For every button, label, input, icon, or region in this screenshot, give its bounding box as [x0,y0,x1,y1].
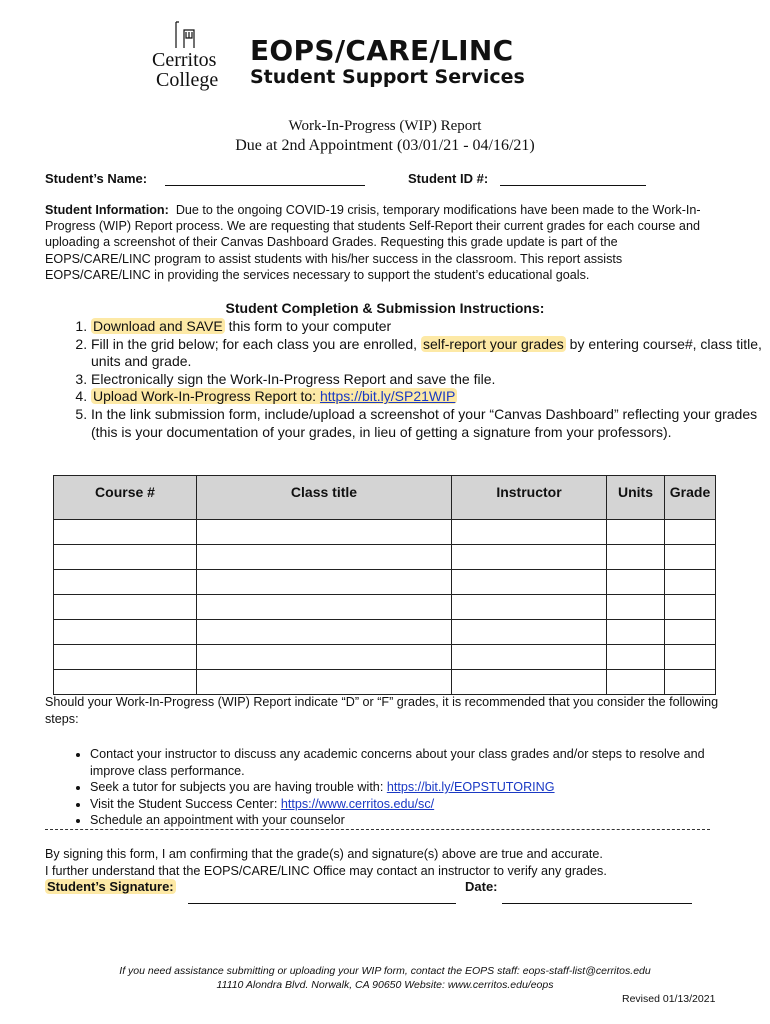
success-center-link[interactable]: https://www.cerritos.edu/sc/ [280,796,435,811]
date-label: Date: [465,879,498,894]
advice-item-success-center [90,796,750,813]
table-cell[interactable] [54,570,197,595]
instruction-step-2-text-end: by entering course#, class title, units and grade. [91,335,762,370]
instruction-step-4 [91,388,770,406]
revised-date: Revised 01/13/2021 [622,993,716,1005]
table-cell[interactable] [197,645,452,670]
table-cell[interactable] [665,520,716,545]
table-cell[interactable] [607,595,665,620]
table-cell[interactable] [665,570,716,595]
header-grade: Grade [665,476,716,520]
instructions-list [45,318,770,441]
table-cell[interactable] [197,520,452,545]
header-instructor: Instructor [452,476,607,520]
signature-statement [45,846,725,879]
highlight-download-save: Download and SAVE [93,318,223,334]
instruction-step-3: 3. Electronically sign the Work-In-Progress Report and save the file. [91,371,770,389]
footer-line2: 11110 Alondra Blvd. Norwalk, CA 90650 Website: www.cerritos.edu/eops [216,979,554,991]
student-id-label: Student ID #: [408,171,489,186]
table-cell[interactable] [452,620,607,645]
tower-icon [172,20,198,50]
signature-field[interactable] [188,902,456,904]
table-cell[interactable] [452,670,607,695]
logo-text-college: College [156,69,219,91]
table-cell[interactable] [607,545,665,570]
program-title: EOPS/CARE/LINC [250,34,514,67]
table-cell[interactable] [665,545,716,570]
table-cell[interactable] [54,545,197,570]
table-row [54,645,716,670]
table-cell[interactable] [607,645,665,670]
header-course: Course # [54,476,197,520]
instruction-step-5: 5. In the link submission form, include/upload a screenshot of your “Canvas Dashboard” reflecting your grades (this is your documentation of your grades, in lieu of getting a signature from your professors). [91,406,770,441]
report-title: Work-In-Progress (WIP) Report [288,118,482,134]
table-cell[interactable] [607,570,665,595]
advice-item-counselor: • Schedule an appointment with your counselor [90,812,750,829]
student-information-paragraph [45,202,720,283]
date-field[interactable] [502,902,692,904]
table-cell[interactable] [452,520,607,545]
college-logo [150,18,236,90]
table-cell[interactable] [665,670,716,695]
table-cell[interactable] [54,670,197,695]
signature-label-text: Student’s Signature: [47,879,174,894]
table-cell[interactable] [197,620,452,645]
dashed-divider [45,829,710,830]
table-cell[interactable] [54,620,197,645]
advice-tutor-text: Seek a tutor for subjects you are having trouble with: [90,780,387,794]
logo-text-cerritos: Cerritos [152,49,217,71]
highlight-self-report: self-report your grades [422,335,564,352]
table-cell[interactable] [665,620,716,645]
table-row [54,570,716,595]
upload-link[interactable]: https://bit.ly/SP21WIP [319,388,456,405]
table-cell[interactable] [607,670,665,695]
report-due-date: Due at 2nd Appointment (03/01/21 - 04/16/21) [235,137,535,154]
student-id-field[interactable] [500,184,646,186]
table-cell[interactable] [452,570,607,595]
advice-item-instructor: • Contact your instructor to discuss any academic concerns about your class grades and/or steps to resolve and improve class performance. [90,746,750,779]
table-cell[interactable] [452,545,607,570]
table-row [54,595,716,620]
advice-intro: Should your Work-In-Progress (WIP) Report indicate “D” or “F” grades, it is recommended that you consider the following steps: [45,695,719,726]
table-cell[interactable] [197,570,452,595]
instructions-heading: Student Completion & Submission Instructions: [225,300,545,316]
signature-statement-line2: I further understand that the EOPS/CARE/LINC Office may contact an instructor to verify any grades. [45,863,607,878]
highlight-upload [91,388,457,404]
signature-label [45,879,176,894]
tutoring-link[interactable]: https://bit.ly/EOPSTUTORING [386,780,555,794]
table-cell[interactable] [54,520,197,545]
footer-contact [0,964,770,992]
table-cell[interactable] [54,645,197,670]
student-information-label: Student Information: [45,203,169,217]
advice-list [45,746,750,829]
grades-table [53,475,716,695]
table-cell[interactable] [197,595,452,620]
student-name-field[interactable] [165,184,365,186]
table-cell[interactable] [665,645,716,670]
student-information-text: Due to the ongoing COVID-19 crisis, temporary modifications have been made to the Work-In-Progress (WIP) Report process. We are requesting that students Self-Report their current grades for each course and uploading a screenshot of their Canvas Dashboard Grades. Requesting this grade update is part of the EOPS/CARE/LINC program to assist students with his/her success in the classroom. This report assists EOPS/CARE/LINC in providing the services necessary to support the student’s educational goals. [45,203,701,282]
student-name-label: Student’s Name: [45,171,148,186]
table-row [54,670,716,695]
instruction-step-1-text: this form to your computer [224,318,392,334]
advice-success-center-text: Visit the Student Success Center: [90,796,281,811]
program-subtitle: Student Support Services [250,66,525,88]
header-units: Units [607,476,665,520]
table-cell[interactable] [197,545,452,570]
table-row [54,620,716,645]
table-cell[interactable] [665,595,716,620]
footer-line1: If you need assistance submitting or uploading your WIP form, contact the EOPS staff: eops-staff-list@cerritos.edu [119,965,651,977]
table-cell[interactable] [607,620,665,645]
signature-statement-line1: By signing this form, I am confirming that the grade(s) and signature(s) above are true and accurate. [45,847,603,861]
instruction-step-4-text: Upload Work-In-Progress Report to: [93,388,320,405]
table-cell[interactable] [452,595,607,620]
table-cell[interactable] [607,520,665,545]
instruction-step-2-text: Fill in the grid below; for each class you are enrolled, [91,335,421,352]
instruction-step-2 [91,336,770,371]
table-row [54,520,716,545]
table-cell[interactable] [452,645,607,670]
table-cell[interactable] [54,595,197,620]
table-header-row [54,476,716,520]
table-cell[interactable] [197,670,452,695]
instruction-step-1 [91,318,770,336]
table-row [54,545,716,570]
header-class-title: Class title [197,476,452,520]
advice-item-tutor [90,779,750,796]
